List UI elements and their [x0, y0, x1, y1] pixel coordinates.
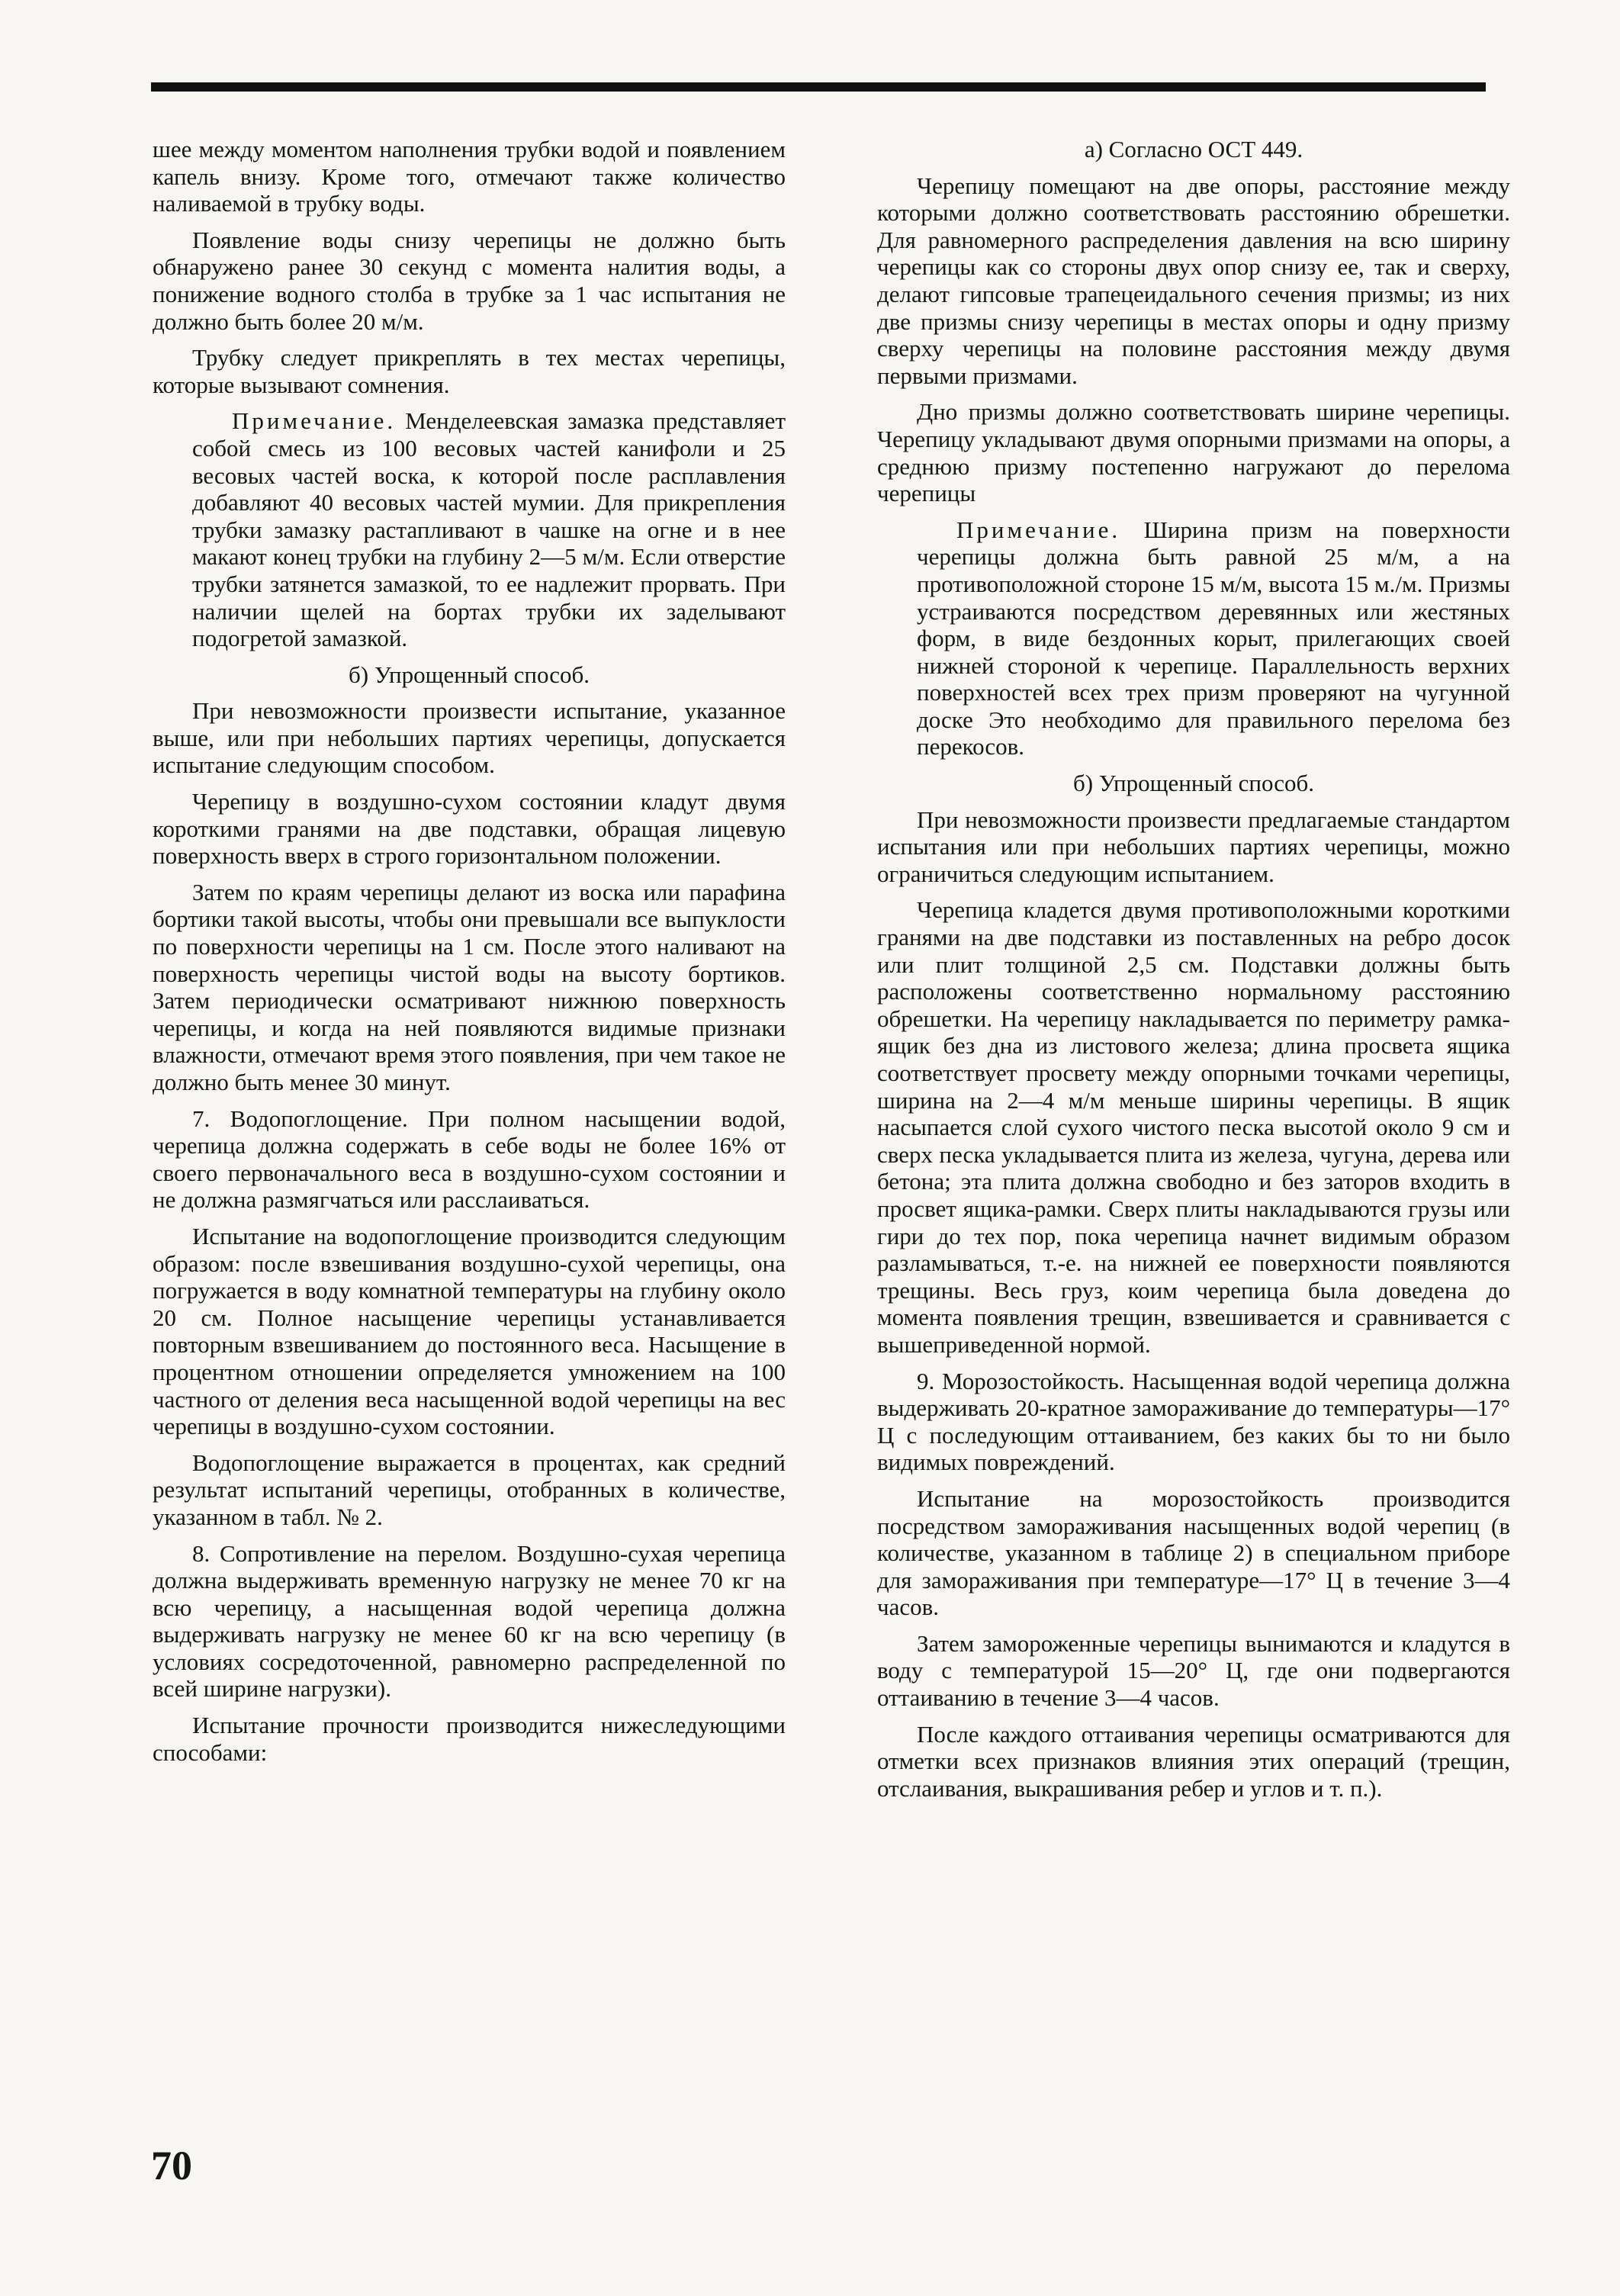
- paragraph-text: Черепица кладется двумя противоположными короткими гранями на две подставки из поставленных на ребро досок или плит толщиной 2,5 см. Подставки должны быть расположены соответственно нормальному расстоянию обрешетки. На черепицу накладывается по периметру рамка-ящик без дна из листового железа; длина просвета ящика соответствует просвету между опорными точками черепицы, ширина на 2—4 м/м меньше ширины черепицы. В ящик насыпается слой сухого чистого песка высотой около 9 см и сверх песка укладывается плита из железа, чугуна, дерева или бетона; эта плита должна свободно и без заторов входить в просвет ящика-рамки. Сверх плиты накладываются грузы или гири до тех пор, пока черепица начнет видимым образом разламываться, т.-е. на нижней ее поверхности появляются трещины. Весь груз, коим черепица была доведена до момента появления трещин, взвешивается и сравнивается с вышеприведенной нормой.: [877, 896, 1510, 1358]
- paragraph: [153, 227, 786, 335]
- paragraph-text: Трубку следует прикреплять в тех местах черепицы, которые вызывают сомнения.: [153, 344, 786, 398]
- paragraph-text: а) Согласно ОСТ 449.: [1084, 136, 1303, 162]
- top-rule: [151, 82, 1486, 92]
- section-heading: [877, 136, 1510, 163]
- paragraph-text: Ширина призм на поверхности черепицы должна быть равной 25 м/м, а на противоположной стороне 15 м/м, высота 15 м./м. Призмы устраиваются посредством деревянных или жестяных форм, в виде бездонных корыт, прилегающих своей нижней стороной к черепице. Параллельность верхних поверхностей всех трех призм проверяют на чугунной доске Это необходимо для правильного перелома без перекосов.: [917, 516, 1510, 761]
- right-column: [877, 136, 1510, 1811]
- paragraph-text: б) Упрощенный способ.: [348, 661, 590, 688]
- paragraph-text: 9. Морозостойкость. Насыщенная водой черепица должна выдерживать 20-кратное замораживание до температуры—17° Ц с последующим оттаиванием, без каких бы то ни было видимых повреждений.: [877, 1367, 1510, 1476]
- paragraph: [877, 1368, 1510, 1476]
- paragraph: [153, 1223, 786, 1440]
- paragraph: [153, 697, 786, 779]
- paragraph-text: Водопоглощение выражается в процентах, как средний результат испытаний черепицы, отобранных в количестве, указанном в табл. № 2.: [153, 1449, 786, 1530]
- section-heading: [877, 770, 1510, 797]
- paragraph: [877, 172, 1510, 390]
- note-label: Примечание.: [232, 407, 397, 435]
- paragraph-text: б) Упрощенный способ.: [1072, 770, 1315, 797]
- paragraph-text: Черепицу в воздушно-сухом состоянии кладут двумя короткими гранями на две подставки, обращая лицевую поверхность вверх в строго горизонтальном положении.: [153, 788, 786, 870]
- paragraph: [877, 398, 1510, 506]
- paragraph: [153, 879, 786, 1096]
- note-paragraph: [917, 516, 1510, 761]
- paragraph: [877, 1485, 1510, 1621]
- paragraph-text: При невозможности произвести испытание, указанное выше, или при небольших партиях черепицы, допускается испытание следующим способом.: [153, 697, 786, 779]
- paragraph: [877, 1630, 1510, 1712]
- paragraph-text: 7. Водопоглощение. При полном насыщении водой, черепица должна содержать в себе воды не более 16% от своего первоначального веса в воздушно-сухом состоянии и не должна размягчаться или расслаиваться.: [153, 1105, 786, 1214]
- paragraph-text: Затем замороженные черепицы вынимаются и кладутся в воду с температурой 15—20° Ц, где они подвергаются оттаиванию в течение 3—4 часов.: [877, 1629, 1510, 1712]
- paragraph: [877, 1721, 1510, 1802]
- paragraph-text: После каждого оттаивания черепицы осматриваются для отметки всех признаков влияния этих операций (трещин, отслаивания, выкрашивания ребер и углов и т. п.).: [877, 1720, 1510, 1802]
- paragraph-text: шее между моментом наполнения трубки водой и появлением капель внизу. Кроме того, отмечают также количество наливаемой в трубку воды.: [153, 136, 786, 217]
- paragraph: [153, 1712, 786, 1766]
- paragraph-text: Дно призмы должно соответствовать ширине черепицы. Черепицу укладывают двумя опорными призмами на опоры, а среднюю призму постепенно нагружают до перелома черепицы: [877, 398, 1510, 507]
- note-label: Примечание.: [956, 516, 1121, 543]
- paragraph: [153, 136, 786, 217]
- page-number: 70: [151, 2143, 192, 2188]
- paragraph-text: Испытание на морозостойкость производится посредством замораживания насыщенных водой черепиц (в количестве, указанном в таблице 2) в специальном приборе для замораживания при температуре—17° Ц в течение 3—4 часов.: [877, 1484, 1510, 1621]
- section-heading: [153, 661, 786, 689]
- left-column: [153, 136, 786, 1775]
- note-paragraph: [192, 407, 786, 651]
- paragraph: [153, 344, 786, 398]
- paragraph-text: Затем по краям черепицы делают из воска или парафина бортики такой высоты, чтобы они превышали все выпуклости по поверхности черепицы на 1 см. После этого наливают на поверхность черепицы чистой воды на высоту бортиков. Затем периодически осматривают нижнюю поверхность черепицы, и когда на ней появляются видимые признаки влажности, отмечают время этого появления, при чем такое не должно быть менее 30 минут.: [153, 878, 786, 1095]
- paragraph-text: Испытание прочности производится нижеследующими способами:: [153, 1712, 786, 1766]
- paragraph-text: Черепицу помещают на две опоры, расстояние между которыми должно соответствовать расстоянию обрешетки. Для равномерного распределения давления на всю ширину черепицы как со стороны двух опор снизу ее, так и сверху, делают гипсовые трапецеидального сечения призмы; из них две призмы снизу черепицы в местах опоры и одну призму сверху черепицы на половине расстояния между двумя первыми призмами.: [877, 172, 1510, 389]
- paragraph: [877, 896, 1510, 1358]
- paragraph-text: При невозможности произвести предлагаемые стандартом испытания или при небольших партиях черепицы, можно ограничиться следующим испытанием.: [877, 806, 1510, 887]
- paragraph-text: 8. Сопротивление на перелом. Воздушно-сухая черепица должна выдерживать временную нагрузку не менее 70 кг на всю черепицу, а насыщенная водой черепица должна выдерживать нагрузку не менее 60 кг на всю черепицу (в условиях сосредоточенной, равномерно распределенной по всей ширине нагрузки).: [153, 1539, 786, 1703]
- paragraph: [877, 806, 1510, 888]
- paragraph: [153, 1105, 786, 1214]
- paragraph-text: Появление воды снизу черепицы не должно быть обнаружено ранее 30 секунд с момента налития воды, а понижение водного столба в трубке за 1 час испытания не должно быть более 20 м/м.: [153, 226, 786, 335]
- paragraph-text: Испытание на водопоглощение производится следующим образом: после взвешивания воздушно-сухой черепицы, она погружается в воду комнатной температуры на глубину около 20 см. Полное насыщение черепицы устанавливается повторным взвешиванием до постоянного веса. Насыщение в процентном отношении определяется умножением на 100 частного от деления веса насыщенной водой черепицы на вес черепицы в воздушно-сухом состоянии.: [153, 1222, 786, 1440]
- paragraph: [153, 1449, 786, 1531]
- paragraph-text: Менделеевская замазка представляет собой смесь из 100 весовых частей канифоли и 25 весовых частей воска, к которой после расплавления добавляют 40 весовых частей мумии. Для прикрепления трубки замазку растапливают в чашке на огне и в нее макают конец трубки на глубину 2—5 м/м. Если отверстие трубки затянется замазкой, то ее надлежит прорвать. При наличии щелей на бортах трубки их заделывают подогретой замазкой.: [192, 407, 786, 652]
- paragraph: [153, 788, 786, 870]
- paragraph: [153, 1540, 786, 1703]
